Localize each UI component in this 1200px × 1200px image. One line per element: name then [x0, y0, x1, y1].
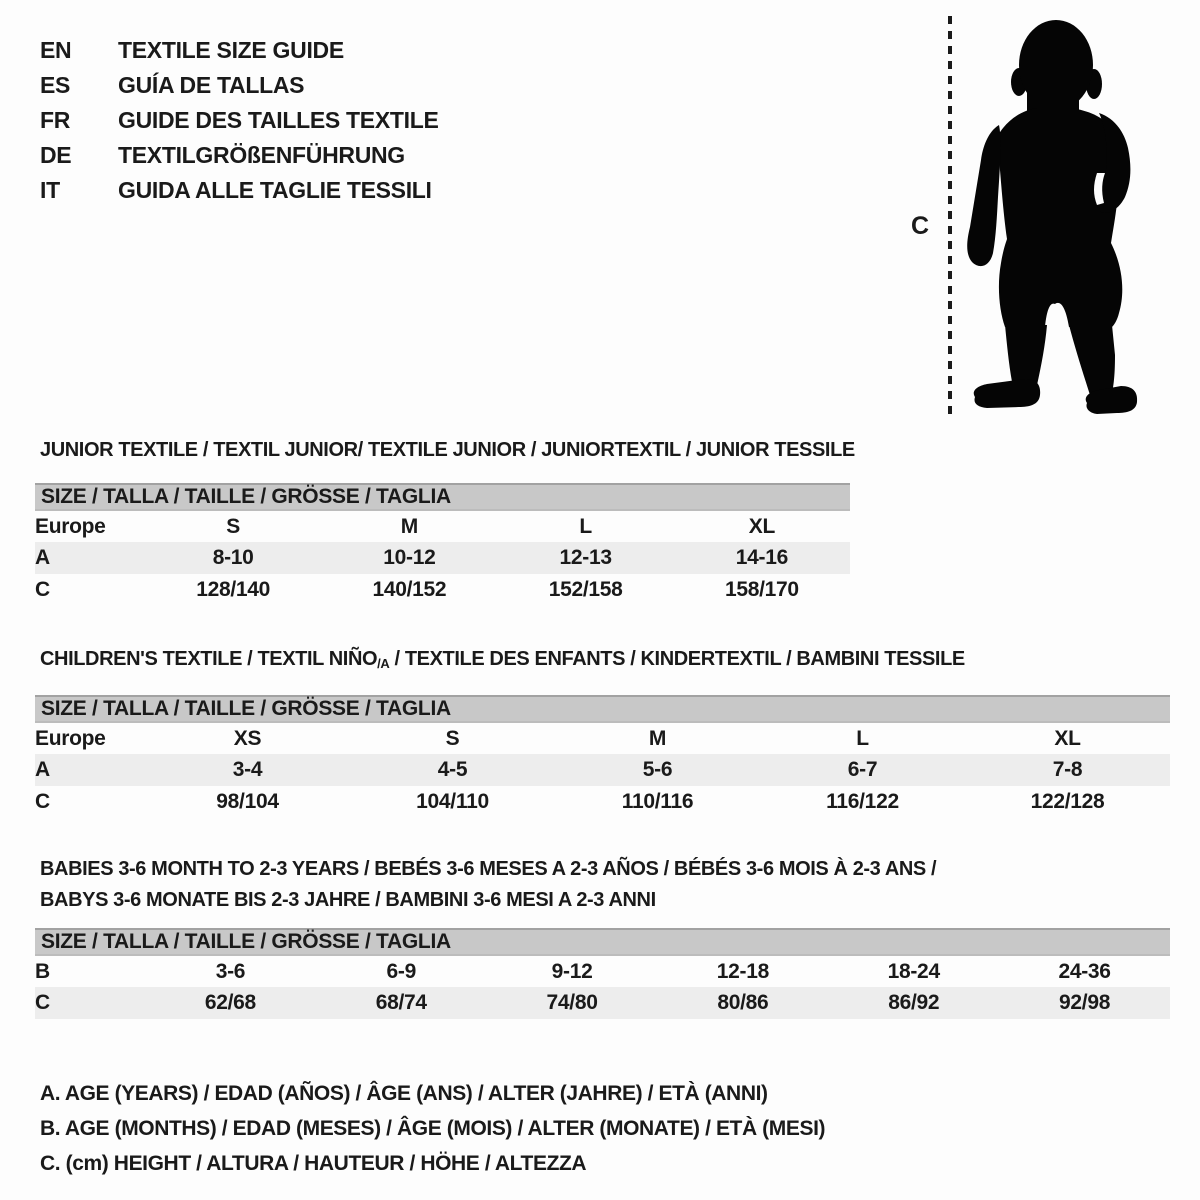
size-cell: 128/140 [196, 578, 271, 601]
size-cell: 12-13 [559, 546, 612, 569]
row-label: A [35, 758, 50, 781]
language-title: GUÍA DE TALLAS [118, 72, 305, 98]
language-title: GUIDE DES TAILLES TEXTILE [118, 107, 439, 133]
size-cell: 24-36 [1058, 959, 1111, 983]
row-label: Europe [35, 514, 106, 538]
table-row [35, 754, 1170, 786]
size-cell: 86/92 [888, 991, 940, 1014]
size-cell: 74/80 [546, 991, 598, 1014]
row-label: Europe [35, 726, 106, 750]
size-cell: 3-6 [215, 959, 246, 983]
section-title-text: JUNIOR TEXTILE / TEXTIL JUNIOR/ TEXTILE JUNIOR / JUNIORTEXTIL / JUNIOR TESSILE [40, 439, 855, 461]
size-cell: 92/98 [1059, 991, 1111, 1014]
row-label: A [35, 546, 50, 569]
language-row [40, 33, 439, 68]
section-title-line [40, 437, 855, 463]
size-cell: 140/152 [372, 578, 447, 601]
language-row [40, 68, 439, 103]
row-label: C [35, 991, 50, 1014]
table-header-bar-label: SIZE / TALLA / TAILLE / GRÖSSE / TAGLIA [35, 696, 1170, 722]
section-title-line [40, 885, 1170, 916]
size-cell: 5-6 [642, 758, 673, 781]
table-header-bar [35, 484, 850, 510]
size-cell: 116/122 [826, 790, 899, 813]
size-cell: L [579, 514, 592, 538]
size-cell: 158/170 [724, 578, 799, 601]
section-title-line [40, 854, 1170, 885]
language-header [40, 33, 439, 208]
table-header-bar-label: SIZE / TALLA / TAILLE / GRÖSSE / TAGLIA [35, 484, 850, 510]
section-title [35, 854, 1170, 916]
language-code: IT [40, 177, 60, 203]
size-cell: 152/158 [548, 578, 623, 601]
size-cell: 62/68 [204, 991, 256, 1014]
size-cell: 80/86 [717, 991, 769, 1014]
size-section [35, 854, 1170, 1019]
size-table [35, 483, 850, 606]
language-row [40, 138, 439, 173]
height-measure-label: C [911, 212, 930, 240]
size-cell: 12-18 [716, 959, 769, 983]
language-row [40, 173, 439, 208]
size-cell: 6-9 [386, 959, 416, 983]
size-cell: 14-16 [735, 546, 788, 569]
size-table [35, 695, 1170, 818]
size-cell: 9-12 [551, 959, 593, 983]
size-cell: 10-12 [383, 546, 436, 569]
height-measure-dashed-line [948, 16, 952, 416]
language-code: ES [40, 72, 71, 98]
table-row [35, 722, 1170, 754]
size-cell: 8-10 [212, 546, 254, 569]
size-cell: 98/104 [216, 790, 279, 813]
size-cell: M [648, 726, 667, 750]
legend-line: B. AGE (MONTHS) / EDAD (MESES) / ÂGE (MOIS) / ALTER (MONATE) / ETÀ (MESI) [40, 1117, 826, 1140]
section-title-text: BABYS 3-6 MONATE BIS 2-3 JAHRE / BAMBINI 3-6 MESI A 2-3 ANNI [40, 889, 656, 911]
size-cell: 104/110 [416, 790, 489, 813]
language-title: TEXTILGRÖßENFÜHRUNG [118, 142, 405, 168]
size-cell: L [856, 726, 869, 750]
table-row [35, 955, 1170, 987]
table-row [35, 786, 1170, 818]
language-row [40, 103, 439, 138]
row-label: B [35, 959, 50, 983]
size-cell: 68/74 [375, 991, 427, 1014]
section-title [35, 437, 855, 463]
table-header-bar [35, 929, 1170, 955]
table-header-bar-label: SIZE / TALLA / TAILLE / GRÖSSE / TAGLIA [35, 929, 1170, 955]
size-cell: 110/116 [621, 790, 694, 813]
language-title: TEXTILE SIZE GUIDE [118, 37, 344, 63]
size-cell: 4-5 [437, 758, 468, 781]
language-code: DE [40, 142, 72, 168]
size-cell: S [445, 726, 460, 750]
size-cell: 18-24 [887, 959, 940, 983]
legend-line: C. (cm) HEIGHT / ALTURA / HAUTEUR / HÖHE / ALTEZZA [40, 1152, 587, 1175]
section-title-line [40, 646, 1170, 677]
toddler-silhouette-icon [963, 15, 1145, 420]
section-title-text: BABIES 3-6 MONTH TO 2-3 YEARS / BEBÉS 3-6 MESES A 2-3 AÑOS / BÉBÉS 3-6 MOIS À 2-3 ANS / [40, 858, 937, 880]
row-label: C [35, 790, 50, 813]
language-title: GUIDA ALLE TAGLIE TESSILI [118, 177, 432, 203]
table-row [35, 542, 850, 574]
table-row [35, 574, 850, 606]
size-table [35, 928, 1170, 1019]
language-code: EN [40, 37, 72, 63]
size-cell: 6-7 [847, 758, 878, 781]
size-cell: S [226, 514, 240, 538]
size-section [35, 646, 1170, 818]
size-cell: XL [748, 514, 775, 538]
row-label: C [35, 578, 50, 601]
section-title-text: CHILDREN'S TEXTILE / TEXTIL NIÑO [40, 648, 378, 670]
size-cell: 3-4 [232, 758, 263, 781]
size-section [35, 437, 855, 606]
section-title-text: /A [377, 656, 390, 671]
size-cell: XS [233, 726, 262, 750]
table-header-bar [35, 696, 1170, 722]
size-cell: 122/128 [1030, 790, 1105, 813]
size-cell: M [400, 514, 418, 538]
size-cell: XL [1054, 726, 1081, 750]
table-row [35, 510, 850, 542]
language-code: FR [40, 107, 71, 133]
legend [40, 1076, 825, 1181]
table-row [35, 987, 1170, 1019]
legend-line: A. AGE (YEARS) / EDAD (AÑOS) / ÂGE (ANS) / ALTER (JAHRE) / ETÀ (ANNI) [40, 1082, 768, 1105]
section-title-text: / TEXTILE DES ENFANTS / KINDERTEXTIL / BAMBINI TESSILE [389, 648, 965, 670]
size-cell: 7-8 [1052, 758, 1083, 781]
section-title [35, 646, 1170, 677]
